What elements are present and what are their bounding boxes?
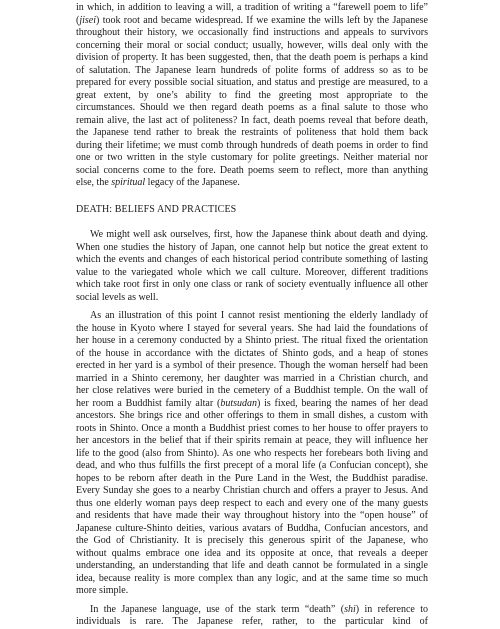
text-line: her house in a ceremony conducted by a Shinto priest. The ritual fixed the orientation bbox=[76, 335, 428, 346]
text-line: When one studies the history of Japan, one cannot help but notice the great extent to bbox=[76, 241, 428, 253]
text-line: of salutation. The Japanese learn hundreds of polite forms of address so as to be bbox=[76, 64, 428, 76]
text-line: social levels as well. bbox=[76, 291, 159, 303]
text-line: We might well ask ourselves, first, how the Japanese think about death and dying. bbox=[90, 229, 428, 240]
text-line: prepared for every possible social situation, and status and prestige are measured, to a bbox=[76, 77, 428, 88]
text-line: idea, because reality is more complex than any logic, and at the same time so much bbox=[76, 572, 428, 584]
paragraph bbox=[76, 604, 428, 629]
text-line: of the house in accordance with the dictates of Shinto gods, and a heap of stones bbox=[76, 347, 428, 359]
text-line: one or two written in the style customary for polite greetings. Neither material nor bbox=[76, 152, 428, 163]
text-line: value to the variegated whole which we call culture. Moreover, different traditions bbox=[76, 266, 428, 278]
text-line: thus one elderly woman pays deep respect to each and every one of the many guests bbox=[76, 497, 428, 509]
text-line: throughout their history, we occasionally find instructions and appeals to survivors bbox=[76, 27, 428, 38]
text-line: her close relatives were buried in the cemetery of a Buddhist temple. On the wall of bbox=[76, 385, 428, 396]
text-line: individuals is rare. The Japanese refer, rather, to the particular kind of bbox=[76, 616, 428, 627]
text-line: understanding, an understanding that life and death cannot be formulated in a single bbox=[76, 560, 428, 571]
text-line: dead, and who thus fulfills the first precept of a moral life (a Confucian concept), she bbox=[76, 460, 428, 471]
text-line: which take root first in only one class or rank of society eventually influence all other bbox=[76, 279, 428, 290]
text-line: her ancestors in the belief that if their spirits remain at peace, they will influence her bbox=[76, 435, 428, 446]
text-line: hopes to be reborn after death in the Pure Land in the West, the Buddhist paradise. bbox=[76, 472, 428, 484]
text-line: ancestors. She brings rice and other offerings to them in small dishes, a custom with bbox=[76, 410, 428, 421]
text-line: Japanese culture-Shinto deities, various avatars of Buddha, Confucian ancestors, and bbox=[76, 522, 428, 534]
text-line: life to the good (also from Shinto). As one who respects her forebears both living and bbox=[76, 447, 428, 459]
text-line: great extent, by one’s ability to find the greeting most appropriate to the bbox=[76, 89, 428, 101]
text-line: concerning their moral or social conduct; usually, however, wills deal only with the bbox=[76, 39, 428, 51]
paragraph bbox=[76, 229, 428, 304]
text-line: As an illustration of this point I cannot resist mentioning the elderly landlady of bbox=[90, 310, 428, 321]
text-line: social concerns come to the fore. Death poems seem to reflect, more than anything bbox=[76, 164, 428, 176]
text-line: else, the spiritual legacy of the Japanese. bbox=[76, 177, 240, 188]
text-line: remain alive, the last act of politeness? In fact, death poems reveal that before death, bbox=[76, 114, 428, 126]
text-line: the Japanese tend rather to break the restraints of politeness that hold them back bbox=[76, 127, 428, 138]
text-line: the God of Christianity. It is precisely this generous spirit of the Japanese, who bbox=[76, 535, 428, 546]
paragraph bbox=[76, 2, 428, 190]
text-line: her room a Buddhist family altar (butsudan) is fixed, bearing the names of her dead bbox=[76, 397, 428, 409]
book-page bbox=[76, 2, 428, 629]
text-line: erected in her yard is a symbol of their presence. Though the woman herself had been bbox=[76, 360, 428, 371]
paragraph bbox=[76, 310, 428, 598]
section-heading: DEATH: BELIEFS AND PRACTICES bbox=[76, 203, 237, 215]
text-line: more simple. bbox=[76, 585, 129, 596]
text-line: during their lifetime; we must comb through hundreds of death poems in order to find bbox=[76, 139, 428, 151]
text-line: circumstances. Should we then regard death poems as a final salute to those who bbox=[76, 102, 428, 113]
text-line: Every Sunday she goes to a nearby Christian church and offers a prayer to Jesus. And bbox=[76, 485, 428, 496]
text-line: division of property. It has been suggested, then, that the death poem is perhaps a kind bbox=[76, 52, 428, 63]
text-line: married in a Shinto ceremony, her daughter was married in a Christian church, and bbox=[76, 372, 428, 384]
text-line: and residents that have made their way throughout history into the “open house” of bbox=[76, 510, 428, 521]
text-line: without qualms embrace one idea and its opposite at once, that reveals a deeper bbox=[76, 547, 428, 559]
text-line: in which, in addition to leaving a will, a tradition of writing a “farewell poem to life” bbox=[76, 2, 428, 13]
text-line: the house in Kyoto where I stayed for several years. She had laid the foundations of bbox=[76, 322, 428, 334]
text-line: (jisei) took root and became widespread. If we examine the wills left by the Japanese bbox=[76, 14, 428, 26]
text-line: which the events and changes of each historical period contribute something of lasting bbox=[76, 254, 428, 265]
text-line: roots in Shinto. Once a month a Buddhist priest comes to her house to offer prayers to bbox=[76, 422, 428, 434]
text-line: In the Japanese language, use of the stark term “death” (shi) in reference to bbox=[90, 603, 428, 615]
